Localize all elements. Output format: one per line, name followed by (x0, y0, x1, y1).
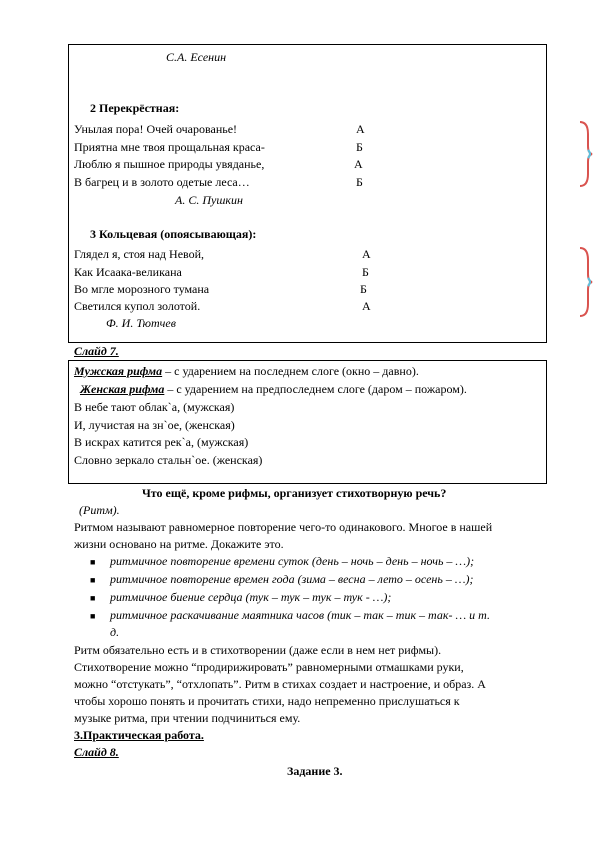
slide-8-label: Слайд 8. (74, 745, 119, 759)
bullet-icon: ■ (90, 557, 96, 567)
rhythm-paragraph-line: жизни основано на ритме. Докажите это. (74, 537, 284, 551)
example-line: И, лучистая на зн`ое, (женская) (74, 418, 235, 432)
poem2-line: В багрец и в золото одетые леса… (74, 175, 250, 189)
rhyme-marker: Б (356, 175, 363, 189)
author-esenin: С.А. Есенин (166, 50, 227, 64)
female-rhyme-definition (80, 382, 467, 397)
example-line: Словно зеркало стальн`ое. (женская) (74, 453, 263, 467)
poem2-line: Приятна мне твоя прощальная краса- (74, 140, 265, 154)
bullet-item-continuation: д. (110, 625, 120, 639)
bullet-icon: ■ (90, 593, 96, 603)
male-rhyme-text: – с ударением на последнем слоге (окно – давно). (162, 364, 419, 378)
section-cross-title: 2 Перекрёстная: (90, 101, 180, 115)
male-rhyme-definition (74, 364, 419, 379)
rhythm-paragraph-line: музыке ритма, при чтении подчиниться ему. (74, 711, 301, 725)
bullet-item: ритмичное повторение времен года (зима – весна – лето – осень – …); (110, 572, 474, 586)
brace-icon (578, 246, 594, 318)
bullet-icon: ■ (90, 575, 96, 585)
author-tyutchev: Ф. И. Тютчев (106, 316, 176, 330)
rhythm-question: Что ещё, кроме рифмы, организует стихотворную речь? (142, 486, 447, 500)
poem3-line: Во мгле морозного тумана (74, 282, 210, 296)
rhythm-paragraph-line: можно “отстукать”, “отхлопать”. Ритм в стихах создает и настроение, и образ. А (74, 677, 486, 691)
rhyme-marker: А (356, 122, 365, 136)
rhythm-paragraph-line: Ритмом называют равномерное повторение чего-то одинакового. Многое в нашей (74, 520, 493, 534)
poem2-line: Унылая пора! Очей очарованье! (74, 122, 238, 136)
example-line: В небе тают облак`а, (мужская) (74, 400, 235, 414)
rhyme-marker: А (362, 247, 371, 261)
female-rhyme-text: – с ударением на предпоследнем слоге (даром – пожаром). (164, 382, 467, 396)
poem2-line: Люблю я пышное природы увяданье, (74, 157, 265, 171)
rhythm-paragraph-line: Стихотворение можно “продирижировать” равномерными отмашками руки, (74, 660, 464, 674)
example-line: В искрах катится рек`а, (мужская) (74, 435, 249, 449)
rhyme-marker: Б (362, 265, 369, 279)
slide-7-label: Слайд 7. (74, 344, 119, 358)
author-pushkin: А. С. Пушкин (175, 193, 243, 207)
practical-work-heading: 3.Практическая работа. (74, 728, 204, 742)
rhyme-marker: А (354, 157, 363, 171)
bullet-item: ритмичное повторение времени суток (день – ночь – день – ночь – …); (110, 554, 475, 568)
rhythm-paragraph-line: чтобы хорошо понять и прочитать стихи, надо непременно прислушаться к (74, 694, 460, 708)
bullet-item: ритмичное раскачивание маятника часов (тик – так – тик – так- … и т. (110, 608, 490, 622)
rhythm-answer: (Ритм). (79, 503, 120, 517)
section-ring-title: 3 Кольцевая (опоясывающая): (90, 227, 257, 241)
poem3-line: Светился купол золотой. (74, 299, 201, 313)
rhyme-marker: Б (356, 140, 363, 154)
female-rhyme-term: Женская рифма (80, 382, 165, 396)
brace-icon (578, 120, 594, 188)
rhyme-marker: Б (360, 282, 367, 296)
rhythm-paragraph-line: Ритм обязательно есть и в стихотворении (даже если в нем нет рифмы). (74, 643, 442, 657)
poem3-line: Глядел я, стоя над Невой, (74, 247, 205, 261)
rhyme-marker: А (362, 299, 371, 313)
task-3-heading: Задание 3. (287, 764, 343, 778)
male-rhyme-term: Мужская рифма (74, 364, 163, 378)
bullet-icon: ■ (90, 611, 96, 621)
poem3-line: Как Исаака-великана (74, 265, 182, 279)
bullet-item: ритмичное биение сердца (тук – тук – тук – тук - …); (110, 590, 392, 604)
